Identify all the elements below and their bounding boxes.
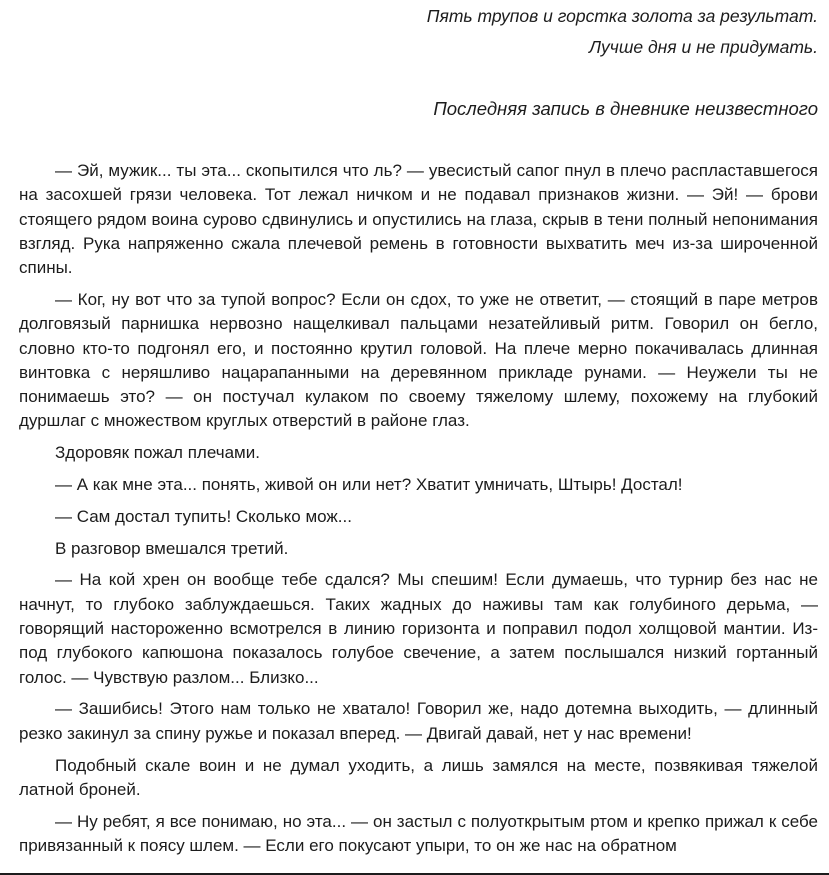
body-text (19, 159, 818, 858)
paragraph: Подобный скале воин и не думал уходить, а лишь замялся на месте, позвякивая тяжелой латной броней. (19, 755, 818, 799)
paragraph: — Сам достал тупить! Сколько мож... (55, 506, 352, 526)
paragraph: В разговор вмешался третий. (55, 538, 289, 558)
paragraph: — А как мне эта... понять, живой он или нет? Хватит умничать, Штырь! Достал! (55, 475, 683, 495)
epigraph-source: Последняя запись в дневнике неизвестного (433, 98, 818, 119)
epigraph-line-1: Пять трупов и горстка золота за результат. (426, 6, 818, 26)
paragraph: — Ну ребят, я все понимаю, но эта... — он застыл с полуоткрытым ртом и крепко прижал к себе привязанный к поясу шлем. — Если его покусают упыри, то он же нас на обратном (19, 811, 818, 855)
paragraph: — Зашибись! Этого нам только не хватало! Говорил же, надо дотемна выходить, — длинный резко закинул за спину ружье и показал вперед. — Двигай давай, нет у нас времени! (19, 699, 818, 743)
paragraph: — На кой хрен он вообще тебе сдался? Мы спешим! Если думаешь, что турнир без нас не начнут, то глубоко заблуждаешься. Таких жадных до наживы там как голубиного дерьма, — говорящий настороженно всмотрелся в линию горизонта и поправил подол холщовой мантии. Из-под глубокого капюшона показалось голубое свечение, а затем послышался низкий гортанный голос. — Чувствую разлом... Близко... (19, 570, 818, 687)
paragraph: — Ког, ну вот что за тупой вопрос? Если он сдох, то уже не ответит, — стоящий в паре метров долговязый парнишка нервозно нащелкивал пальцами незатейливый ритм. Говорил он бегло, словно кто-то подгонял его, и постоянно крутил головой. На плече мерно покачивалась длинная винтовка с неряшливо нацарапанными на деревянном прикладе рунами. — Неужели ты не понимаешь это? — он постучал кулаком по своему тяжелому шлему, похожему на глубокий дуршлаг с множеством круглых отверстий в районе глаз. (19, 289, 818, 431)
paragraph: Здоровяк пожал плечами. (55, 443, 260, 463)
paragraph: — Эй, мужик... ты эта... скопытился что ль? — увесистый сапог пнул в плечо распластавшегося на засохшей грязи человека. Тот лежал ничком и не подавал признаков жизни. — Эй! — брови стоящего рядом воина сурово сдвинулись и опустились на глаза, скрыв в тени полный непонимания взгляд. Рука напряженно сжала плечевой ремень в готовности выхватить меч из-за широченной спины. (19, 161, 818, 278)
epigraph-line-2: Лучше дня и не придумать. (589, 37, 818, 57)
